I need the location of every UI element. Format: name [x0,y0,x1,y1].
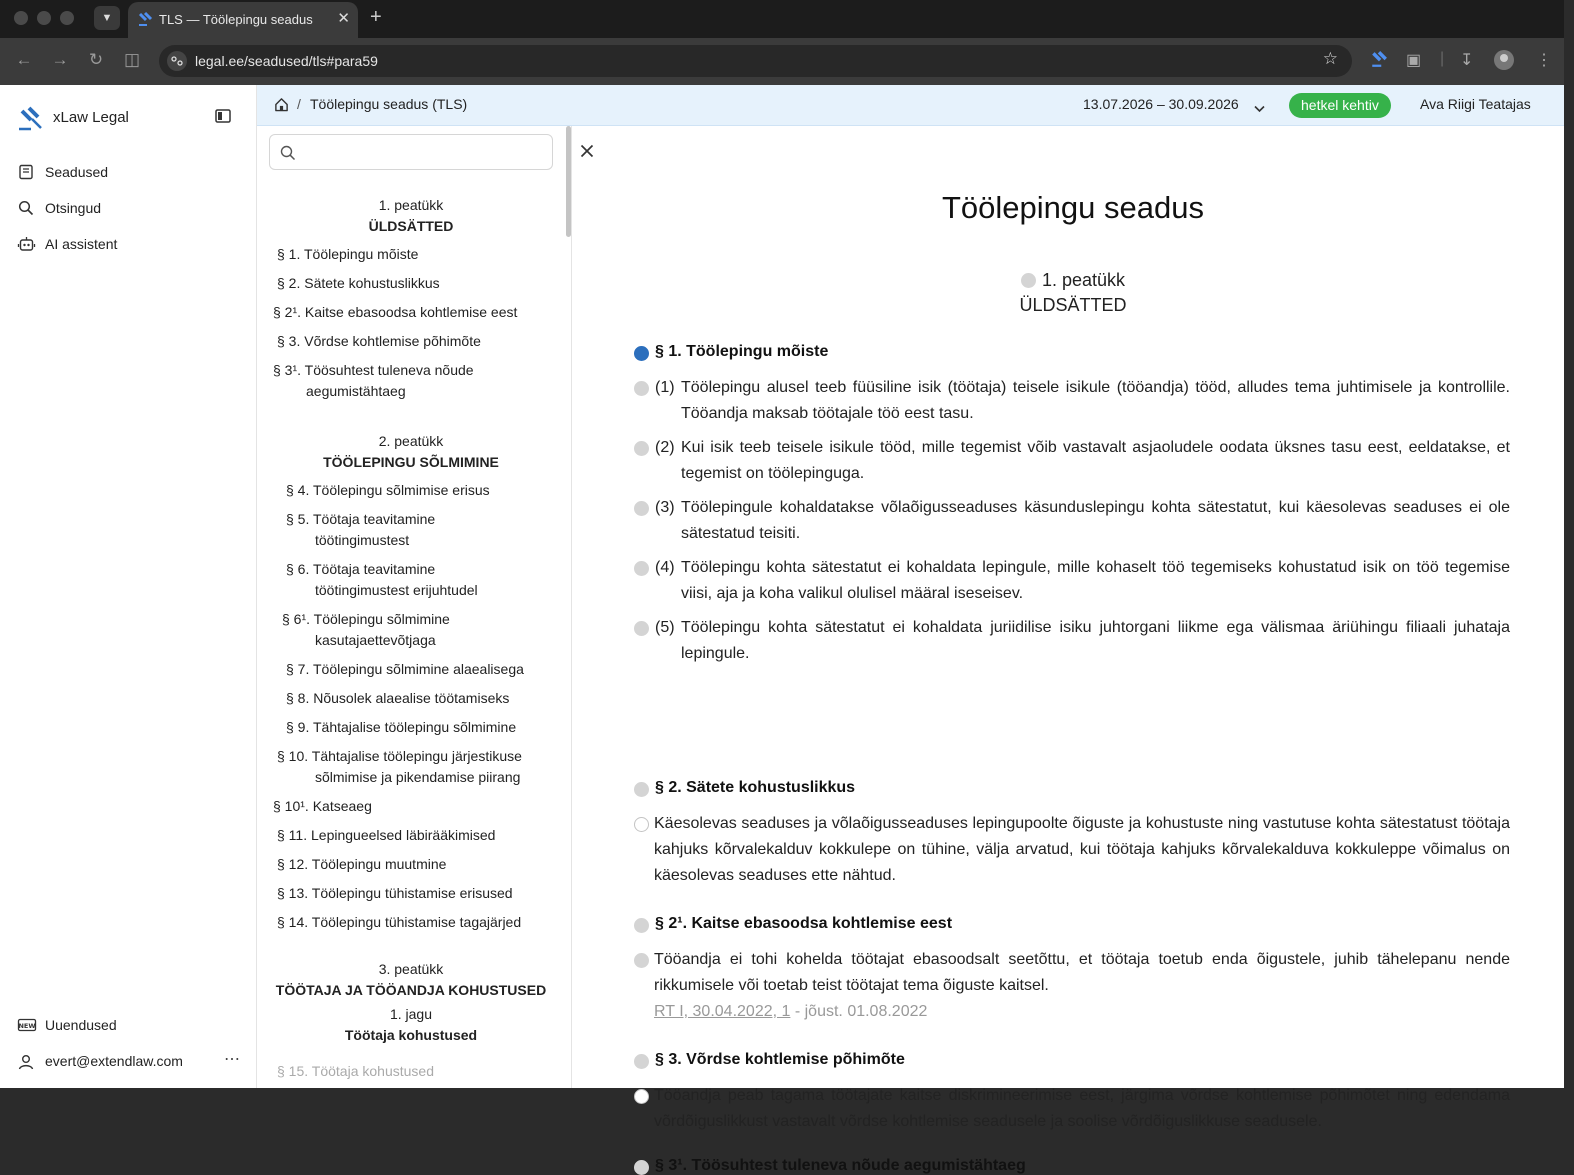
toc-item[interactable] [277,912,562,933]
bookmark-dot-icon[interactable] [634,817,649,832]
section-label: 1. jagu [389,1006,433,1022]
address-bar[interactable] [159,45,1352,77]
clause-number: (1) [655,379,675,396]
clause-text: Käesolevas seaduses ja võlaõigusseaduses lepingupoolte õiguste ja kohustuste ning vastutuse kohta sätestatust töötaja kahjuks kõrvalekalduv kokkulepe on tühine, välja arvatud, kui töötaja kahjuks kõrvalekalduva kokkuleppe võimalus on käesolevas seaduses ette nähtud. [654,815,1510,884]
toc-item-text: Töölepingu sõlmimise erisus [313,482,490,498]
toc-item-text: Lepingueelsed läbirääkimised [311,827,496,843]
search-icon [18,200,34,216]
minimize-window-button[interactable] [37,11,51,25]
toc-item-text: Töötaja teavitamine töötingimustest [313,511,436,548]
bookmark-dot-icon[interactable] [634,1160,649,1175]
toc-item[interactable] [277,331,545,352]
toc-item-num: § 8. [286,690,310,706]
toolbar-divider: | [1440,50,1445,67]
toc-item-num: § 7. [286,661,310,677]
robot-icon [18,236,35,252]
extensions-puzzle-icon[interactable]: ▣ [1406,52,1422,69]
paragraph-title: § 3¹. Töösuhtest tuleneva nõude aegumistähtaeg [655,1157,1026,1174]
toc-item-text: Töötaja kohustused [311,1063,434,1079]
chevron-down-icon: ▼ [101,12,113,24]
clause-text: Töölepingule kohaldatakse võlaõigusseaduses käsunduslepingu kohta sätestatut, kui käesolevas seaduses ei ole sätestatud teisiti. [681,499,1510,542]
paragraph-title: § 2¹. Kaitse ebasoodsa kohtlemise eest [655,915,953,932]
toc-item[interactable] [277,244,545,265]
chapter-title: ÜLDSÄTTED [1019,295,1127,315]
new-tab-button[interactable]: + [370,6,382,28]
toc-item[interactable] [273,302,541,323]
toc-item[interactable] [286,688,554,709]
user-icon [18,1054,34,1070]
toc-item-text: Sätete kohustuslikkus [304,275,440,291]
clause-number: (2) [655,439,675,456]
toc-item[interactable] [277,273,545,294]
bookmark-dot-icon[interactable] [634,561,649,576]
toc-item[interactable] [286,559,506,601]
browser-chrome [0,0,1564,85]
toc-item-num: § 10¹. [273,798,309,814]
chapter-label: 1. peatükk [1041,270,1126,290]
toc-item[interactable] [286,717,554,738]
close-tab-icon[interactable]: ✕ [337,10,350,27]
toc-item-num: § 12. [277,856,309,872]
clause-number: (5) [655,619,675,636]
clause-number: (4) [655,559,675,576]
bookmark-dot-icon[interactable] [634,1054,649,1069]
split-view-icon[interactable]: ◫ [123,50,141,69]
toc-item-num: § 6¹. [282,611,311,627]
browser-menu-icon[interactable]: ⋮ [1536,52,1552,69]
sidebar-item-label: Otsingud [45,200,102,216]
close-window-button[interactable] [14,11,28,25]
tab-search-button[interactable] [94,6,120,30]
close-toc-icon[interactable] [580,144,594,163]
toc-item-num: § 3. [277,333,301,349]
chapter-heading [572,268,1574,318]
toc-item-text: Kaitse ebasoodsa kohtlemise eest [304,304,518,320]
toc-item-text: Tähtajalise töölepingu järjestikuse sõlmimise ja pikendamise piirang [311,748,522,785]
home-icon[interactable] [274,97,289,117]
bookmark-dot-icon[interactable] [1021,273,1036,288]
chevron-down-icon[interactable] [1254,100,1265,118]
toc-item-num: § 15. [277,1063,309,1079]
xlaw-extension-icon[interactable] [1370,50,1388,73]
bookmark-dot-icon[interactable] [634,953,649,968]
document-content [572,126,1564,1174]
toc-item[interactable] [286,659,554,680]
book-icon [18,164,34,180]
toc-item-text: Töölepingu sõlmimine kasutajaettevõtjaga [313,611,450,648]
bookmark-dot-icon[interactable] [634,501,649,516]
toc-chapter-2[interactable] [257,433,565,470]
toc-item-num: § 4. [286,482,310,498]
chapter-label: 2. peatükk [378,433,444,449]
search-icon [280,145,296,161]
bookmark-dot-icon[interactable] [634,782,649,797]
brand-name[interactable]: xLaw Legal [53,109,129,126]
gavel-icon [137,11,153,32]
user-email: evert@extendlaw.com [45,1053,183,1069]
toc-item-text: Töötaja teavitamine töötingimustest erijuhtudel [313,561,478,598]
url-text: legal.ee/seadused/tls#para59 [195,53,378,69]
breadcrumb-current[interactable]: Töölepingu seadus (TLS) [310,96,468,112]
browser-tab-active[interactable] [128,2,358,38]
breadcrumb-separator: / [297,96,301,112]
bookmark-dot-icon[interactable] [634,346,649,361]
clause-number: (3) [655,499,675,516]
profile-avatar-icon[interactable] [1494,50,1514,75]
toc-item[interactable] [286,509,506,551]
toc-item[interactable] [273,796,541,817]
toc-chapter-3[interactable] [257,961,565,1043]
chapter-label: 1. peatükk [378,197,444,213]
toc-item-text: Töölepingu tühistamise erisused [311,885,513,901]
toc-item-text: Tähtajalise töölepingu sõlmimine [313,719,517,735]
clause-text: Tööandja ei tohi kohelda töötajat ebasoodsalt seetõttu, et töötaja toetub enda õigustele, juhib tähelepanu nende rikkumisele või toetab teist töötajat tema õiguste kaitsel. [654,951,1510,994]
open-riigi-teataja-link[interactable]: Ava Riigi Teatajas [1420,96,1531,112]
effective-date: - jõust. 01.08.2022 [790,1003,928,1020]
chapter-title: TÖÖTAJA JA TÖÖANDJA KOHUSTUSED [275,982,547,998]
clause-text: Töölepingu alusel teeb füüsiline isik (töötaja) teisele isikule (tööandja) tööd, alludes tema juhtimisele ja kontrollile. Tööandja maksab töötajale töö eest tasu. [681,379,1510,422]
toc-item-num: § 6. [286,561,310,577]
sidebar [0,85,257,1088]
toc-chapter-1[interactable] [257,197,565,234]
toc-item[interactable] [277,1061,545,1082]
toc-item-num: § 2. [277,275,301,291]
new-badge-icon [18,1018,36,1032]
more-options-icon[interactable]: ⋯ [224,1051,241,1068]
clause-text: Töölepingu kohta sätestatut ei kohaldata lepingule, mille kohaselt töö tegemiseks kohustatud isik on töö tegemise viisi, aja ja koha valikul olulisel määral iseseisev. [681,559,1510,602]
updates-label: Uuendused [45,1017,117,1033]
chapter-title: TÖÖLEPINGU SÕLMIMINE [323,454,499,470]
toc-item-num: § 2¹. [273,304,302,320]
toc-item-text: Töösuhtest tuleneva nõude aegumistähtaeg [304,362,474,399]
site-settings-icon[interactable] [167,51,187,71]
document-title: Töölepingu seadus [942,190,1204,225]
reload-icon[interactable]: ↻ [88,50,104,69]
toc-item-text: Katseaeg [312,798,372,814]
bookmark-dot-icon[interactable] [634,381,649,396]
status-badge: hetkel kehtiv [1289,93,1391,118]
toc-item-num: § 3¹. [273,362,302,378]
paragraph-title: § 1. Töölepingu mõiste [655,343,829,360]
toc-search-box[interactable] [269,134,553,170]
toc-item[interactable] [277,746,552,788]
bookmark-star-icon[interactable]: ☆ [1322,49,1338,68]
toc-item[interactable] [286,480,554,501]
table-of-contents [257,126,572,1088]
toc-item-text: Töölepingu mõiste [304,246,419,262]
bookmark-dot-icon[interactable] [634,918,649,933]
version-date-range[interactable]: 13.07.2026 – 30.09.2026 [1083,96,1239,112]
tab-title: TLS — Töölepingu seadus [159,12,313,27]
clause-text: Kui isik teeb teisele isikule tööd, mille tegemist võib vastavalt asjaoludele oodata üksnes tasu eest, eeldatakse, et tegemist on töölepinguga. [681,439,1510,482]
toc-item-text: Võrdse kohtlemise põhimõte [304,333,481,349]
toc-item[interactable] [277,825,545,846]
paragraph-title: § 2. Sätete kohustuslikkus [655,779,856,796]
toc-item-num: § 13. [277,885,309,901]
toc-search-input[interactable] [304,141,544,163]
bookmark-dot-icon[interactable] [634,1089,649,1104]
toc-item-num: § 10. [277,748,309,764]
brand-logo-icon[interactable] [17,105,43,131]
toc-item-text: Töölepingu tühistamise tagajärjed [311,914,522,930]
toc-scrollbar-thumb[interactable] [566,126,571,237]
section-title: Töötaja kohustused [344,1027,478,1043]
toc-item-num: § 5. [286,511,310,527]
sidebar-toggle-icon[interactable] [215,109,231,128]
svg-text:NEW: NEW [18,1022,36,1030]
chapter-label: 3. peatükk [378,961,444,977]
clause-text: Tööandja peab tagama töötajate kaitse diskrimineerimise eest, järgima võrdse kohtlemise põhimõtet ning edendama võrdõiguslikkust vastavalt võrdse kohtlemise seadusele ja soolise võrdõiguslikkuse seadusele. [654,1087,1510,1130]
riigi-teataja-reference-link[interactable]: RT I, 30.04.2022, 1 [654,1003,791,1020]
toc-item-text: Töölepingu muutmine [311,856,447,872]
toc-item-num: § 14. [277,914,309,930]
toc-item-num: § 9. [286,719,310,735]
back-icon[interactable]: ← [15,50,33,69]
sidebar-item-label: Seadused [45,164,109,180]
paragraph-title: § 3. Võrdse kohtlemise põhimõte [655,1051,905,1068]
toc-item[interactable] [277,854,545,875]
document-topbar [257,85,1564,126]
chapter-title: ÜLDSÄTTED [368,218,454,234]
maximize-window-button[interactable] [60,11,74,25]
toc-item[interactable] [282,609,502,651]
browser-toolbar [0,38,1564,85]
toc-item-num: § 1. [277,246,301,262]
toc-item-num: § 11. [277,827,308,843]
bookmark-dot-icon[interactable] [634,441,649,456]
forward-icon[interactable]: → [51,50,69,69]
toc-item[interactable] [277,883,545,904]
download-icon[interactable]: ↧ [1460,52,1474,69]
toc-item-text: Nõusolek alaealise töötamiseks [313,690,510,706]
sidebar-item-label: AI assistent [45,236,118,252]
clause-text: Töölepingu kohta sätestatut ei kohaldata juriidilise isiku juhtorgani liikme ega välismaa äriühingu filiaali juhataja lepingule. [681,619,1510,662]
toc-item-text: Töölepingu sõlmimine alaealisega [313,661,524,677]
bookmark-dot-icon[interactable] [634,621,649,636]
toc-item[interactable] [273,360,523,402]
tab-bar [0,0,1564,38]
app-root [0,85,1564,1174]
